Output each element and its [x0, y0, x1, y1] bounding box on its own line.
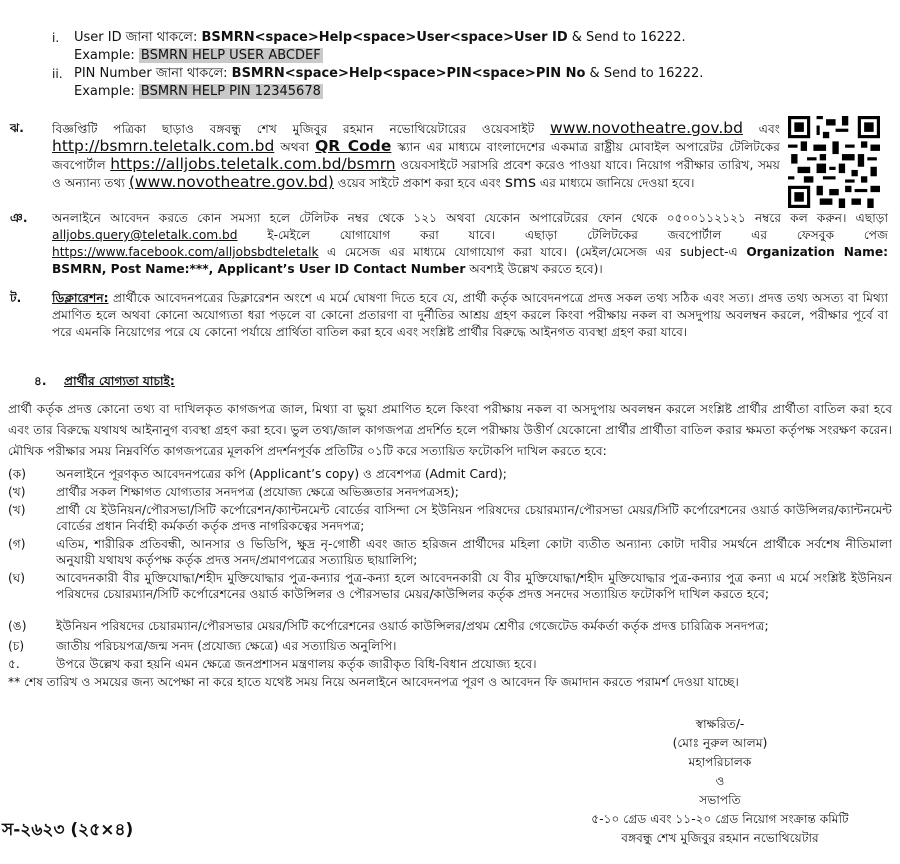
signed-mark: স্বাক্ষরিত/-: [695, 717, 745, 731]
sms-example-pin: BSMRN HELP PIN 12345678: [140, 84, 321, 99]
list-item-label: (ঙ): [8, 619, 27, 633]
list-item-label: (খ): [8, 503, 26, 517]
signatory-name: (মোঃ নুরুল আলম): [672, 736, 768, 750]
advice-note: ** শেষ তারিখ ও সময়ের জন্য অপেক্ষা না করে হাতে যথেষ্ট সময় নিয়ে অনলাইনে আবেদনপত্র পূরণ ও আবেদন ফি জমাদান করতে পরামর্শ দেওয়া যাচ্ছে।: [8, 675, 739, 689]
teletalk-link[interactable]: http://bsmrn.teletalk.com.bd: [52, 137, 275, 155]
sms-word: sms: [504, 173, 537, 191]
sms-format-pin: BSMRN<space>Help<space>PIN<space>PIN No: [231, 66, 586, 81]
website-link-2[interactable]: (www.novotheatre.gov.bd): [128, 173, 334, 191]
list-item-text: প্রার্থী যে ইউনিয়ন/পৌরসভা/সিটি কর্পোরেশন/ক্যান্টনমেন্ট বোর্ডের বাসিন্দা সে ইউনিয়ন পরিষদের চেয়ারম্যান/পৌরসভা মেয়র/সিটি কর্পোরেশনের ওয়ার্ড কাউন্সিলর/ক্যান্টনমেন্ট বোর্ডের প্রধান নির্বাহী কর্মকর্তা কর্তৃক প্রদত্ত নাগরিকত্বের সনদপত্র;: [56, 503, 892, 534]
section-intro: প্রার্থী কর্তৃক প্রদত্ত কোনো তথ্য বা দাখিলকৃত কাগজপত্র জাল, মিথ্যা বা ভুয়া প্রমাণিত হলে কিংবা পরীক্ষায় নকল বা অসদুপায় অবলম্বন করলে সংশ্লিষ্ট প্রার্থীর প্রার্থীতা বাতিল করা হবে এবং তার বিরুদ্ধে যথাযথ আইনানুগ ব্যবস্থা গ্রহণ করা হবে। ভুল তথ্য/জাল কাগজপত্র প্রদর্শিত হলে পরীক্ষায় উত্তীর্ণ যেকোনো প্রার্থীর প্রার্থীতা বাতিল করার ক্ষমতা কর্তৃপক্ষ সংরক্ষণ করেন। মৌখিক পরীক্ষার সময় নিম্নবর্ণিত কাগজপত্রের মূলকপি প্রদর্শনপূর্বক প্রতিটির ০১টি করে সত্যায়িত ফটোকপি দাখিল করতে হবে:: [8, 402, 892, 458]
section-number: ৪.: [34, 374, 47, 388]
signatory-chair: সভাপতি: [699, 793, 741, 807]
reference-code: স-২৬২৩ (২৫×৪): [2, 820, 134, 840]
facebook-link[interactable]: https://www.facebook.com/alljobsbdteletalk: [52, 245, 319, 259]
list-item-label: (চ): [8, 639, 25, 653]
declaration-title: ডিক্লারেশন:: [52, 291, 109, 305]
list-item-text: জাতীয় পরিচয়পত্র/জন্ম সনদ (প্রযোজ্য ক্ষেত্রে) এর সত্যায়িত অনুলিপি।: [56, 639, 397, 653]
list-item-text: উপরে উল্লেখ করা হয়নি এমন ক্ষেত্রে জনপ্রশাসন মন্ত্রণালয় কর্তৃক জারীকৃত বিধি-বিধান প্রযোজ্য হবে।: [56, 657, 537, 671]
list-item-text: ইউনিয়ন পরিষদের চেয়ারম্যান/পৌরসভার মেয়র/সিটি কর্পোরেশনের ওয়ার্ড কাউন্সিলর/প্রথম শ্রেণীর গেজেটেড কর্মকর্তা কর্তৃক প্রদত্ত চারিত্রিক সনদপত্র;: [56, 619, 769, 633]
alljobs-link[interactable]: https://alljobs.teletalk.com.bd/bsmrn: [110, 155, 396, 173]
list-item-text: আবেদনকারী বীর মুক্তিযোদ্ধা/শহীদ মুক্তিযোদ্ধার পুত্র-কন্যার পুত্র-কন্যা হলে আবেদনকারী যে বীর মুক্তিযোদ্ধা/শহীদ মুক্তিযোদ্ধার পুত্র-কন্যার পুত্র কন্যা এ মর্মে সংশ্লিষ্ট ইউনিয়ন পরিষদের চেয়ারম্যান/সিটি কর্পোরেশনের ওয়ার্ড কাউন্সিলর ও পৌরসভার মেয়র/কাউন্সিলর কর্তৃক প্রদত্ত সনদের সত্যায়িত ফটোকপি দাখিল করতে হবে;: [56, 571, 892, 602]
signatory-designation: মহাপরিচালক: [688, 755, 752, 769]
list-item-text: অনলাইনে পূরণকৃত আবেদনপত্রের কপি (Applicant’s copy) ও প্রবেশপত্র (Admit Card);: [56, 467, 507, 481]
section-title: প্রার্থীর যোগ্যতা যাচাই:: [64, 374, 175, 388]
subject-format: Organization Name: BSMRN, Post Name:***, Applicant’s User ID Contact Number: [52, 245, 888, 276]
list-item-text: প্রার্থীর সকল শিক্ষাগত যোগ্যতার সনদপত্র (প্রযোজ্য ক্ষেত্রে অভিজ্ঞতার সনদপত্রসহ);: [56, 485, 459, 499]
list-item-label: (গ): [8, 537, 26, 551]
item-label: ঝ.: [10, 121, 24, 135]
signature-block: [560, 716, 880, 849]
item-label: ট.: [10, 291, 22, 305]
list-item-label: (ক): [8, 467, 27, 481]
conjunction: ও: [715, 774, 725, 788]
qr-code-image: [788, 116, 880, 208]
item-label: ii.: [52, 67, 63, 81]
support-email[interactable]: alljobs.query@teletalk.com.bd: [52, 228, 238, 242]
item-label: i.: [52, 31, 60, 45]
list-item-text: এতিম, শারীরিক প্রতিবন্ধী, আনসার ও ভিডিপি, ক্ষুদ্র নৃ-গোষ্ঠী এবং জাত হরিজন প্রার্থীদের মহিলা কোটা ব্যতীত অন্যান্য কোটা দাবীর সমর্থনে প্রার্থীকে সর্বশেষ নীতিমালা অনুযায়ী যথাযথ কর্তৃপক্ষ কর্তৃক প্রদত্ত সনদ/প্রমাণপত্রের সত্যায়িত ছায়ালিপি;: [56, 537, 892, 568]
committee-name: ৫-১০ গ্রেড এবং ১১-২০ গ্রেড নিয়োগ সংক্রান্ত কমিটি: [591, 812, 849, 826]
item-label: ঞ.: [10, 211, 28, 225]
qr-code-label: QR Code: [315, 137, 392, 155]
list-item-label: (খ): [8, 485, 26, 499]
list-item-label: (ঘ): [8, 571, 26, 585]
organization-name: বঙ্গবন্ধু শেখ মুজিবুর রহমান নভোথিয়েটার: [621, 831, 819, 845]
sms-example-user: BSMRN HELP USER ABCDEF: [140, 48, 321, 63]
list-item-label: ৫.: [8, 657, 20, 671]
sms-format-user: BSMRN<space>Help<space>User<space>User ID: [201, 30, 568, 45]
website-link[interactable]: www.novotheatre.gov.bd: [550, 119, 743, 137]
